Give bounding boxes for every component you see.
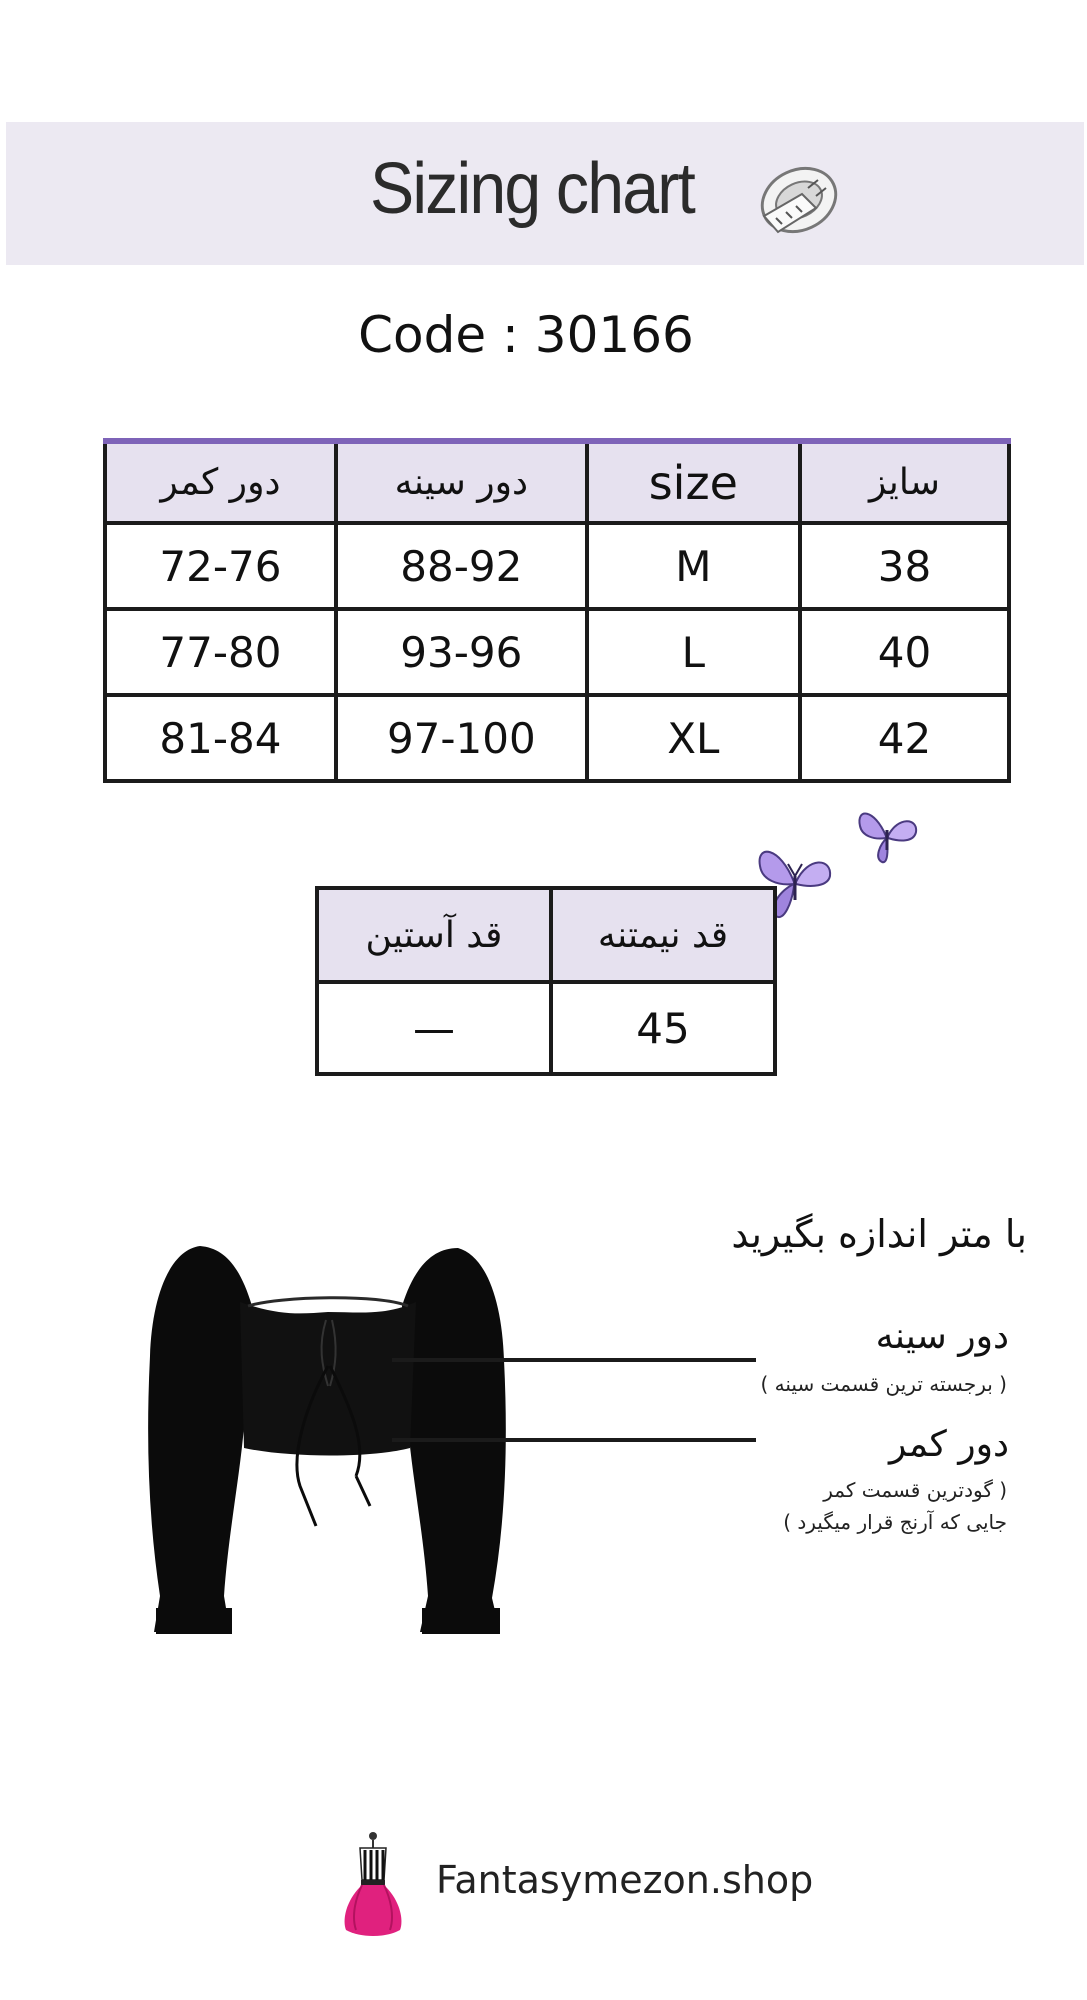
cell-waist: 77-80: [105, 609, 336, 695]
cell-size-number: 40: [800, 609, 1009, 695]
cell-size-number: 42: [800, 695, 1009, 781]
header-size-number: سایز: [800, 441, 1009, 523]
chest-label: دور سینه: [875, 1316, 1009, 1357]
measuring-tape-icon: [756, 158, 842, 240]
chest-measure-line: [392, 1358, 756, 1362]
table-row: [105, 609, 1009, 695]
cell-size-letter: XL: [587, 695, 800, 781]
header-waist: دور کمر: [105, 441, 336, 523]
dress-mannequin-icon: [340, 1830, 406, 1938]
cell-size-letter: M: [587, 523, 800, 609]
cell-chest: 88-92: [336, 523, 587, 609]
size-table-header-row: [105, 441, 1009, 523]
measure-instruction: با متر اندازه بگیرید: [731, 1212, 1027, 1256]
waist-note-line1: ( گودترین قسمت کمر: [823, 1478, 1007, 1502]
waist-measure-line: [392, 1438, 756, 1442]
cell-waist: 81-84: [105, 695, 336, 781]
chest-note: ( برجسته ترین قسمت سینه ): [760, 1372, 1007, 1396]
header-sleeve-length: قد آستین: [317, 888, 551, 982]
waist-note-line2: جایی که آرنج قرار میگیرد ): [783, 1510, 1007, 1534]
size-table: [103, 438, 1011, 783]
cell-chest: 93-96: [336, 609, 587, 695]
butterfly-icon: [852, 800, 922, 870]
page-title: Sizing chart: [370, 149, 694, 229]
table-row: [317, 982, 775, 1074]
header-top-length: قد نیمتنه: [551, 888, 775, 982]
table-row: [105, 695, 1009, 781]
header-chest: دور سینه: [336, 441, 587, 523]
waist-label: دور کمر: [888, 1424, 1009, 1465]
cell-sleeve-length: —: [317, 982, 551, 1074]
length-table-header-row: [317, 888, 775, 982]
cell-size-number: 38: [800, 523, 1009, 609]
cell-chest: 97-100: [336, 695, 587, 781]
cell-top-length: 45: [551, 982, 775, 1074]
cell-size-letter: L: [587, 609, 800, 695]
cell-waist: 72-76: [105, 523, 336, 609]
shop-name: Fantasymezon.shop: [436, 1858, 814, 1902]
length-table: [315, 886, 777, 1076]
product-code: Code : 30166: [358, 306, 694, 364]
header-size-letter: size: [587, 441, 800, 523]
table-row: [105, 523, 1009, 609]
